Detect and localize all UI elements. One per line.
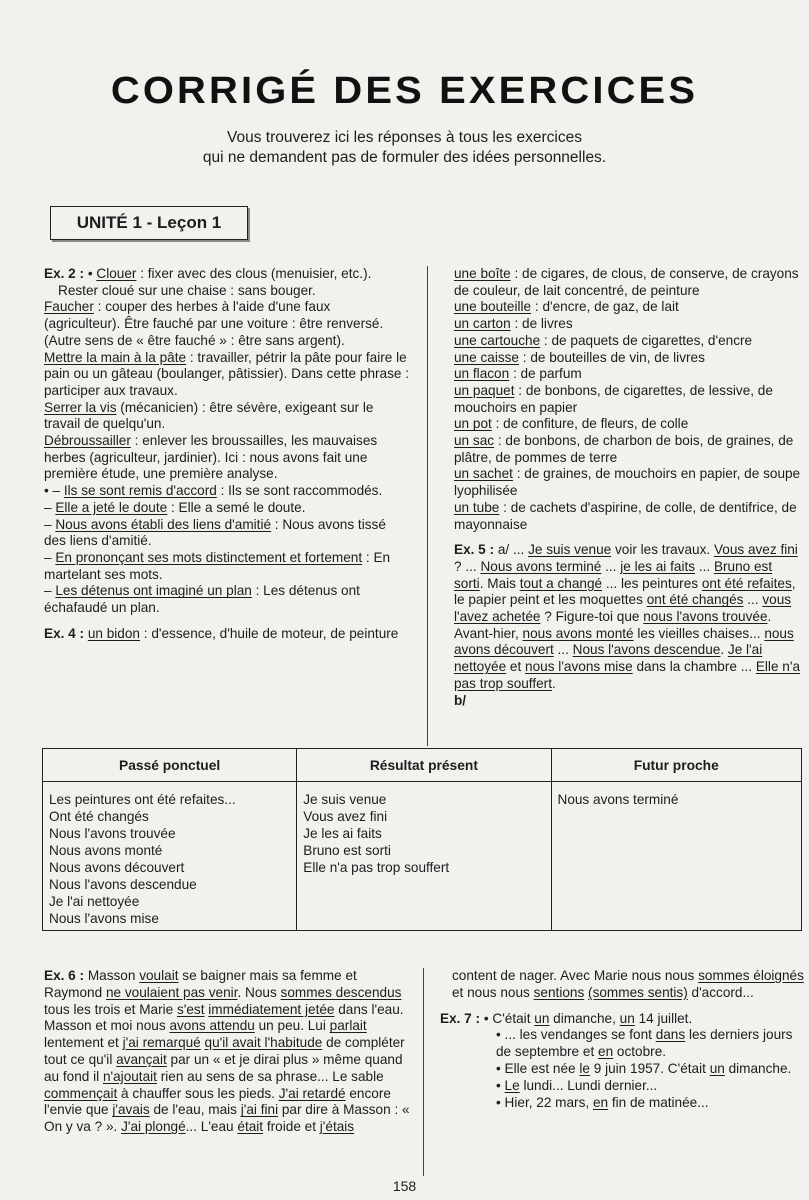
list-item bbox=[454, 366, 804, 383]
definition: : d'encre, de gaz, de lait bbox=[531, 299, 679, 315]
page-title: CORRIGÉ DES EXERCICES bbox=[110, 70, 699, 112]
definition: : Ils se sont raccommodés. bbox=[216, 483, 383, 499]
verb: J'ai retardé bbox=[278, 1085, 346, 1101]
answer-item bbox=[44, 550, 410, 583]
exercise-6 bbox=[44, 968, 410, 1136]
verb: ne voulaient pas venir bbox=[105, 984, 238, 1000]
cell-line: Je les ai faits bbox=[303, 826, 382, 841]
cell-line: Nous avons terminé bbox=[557, 792, 679, 807]
text: Elle est née bbox=[504, 1060, 580, 1076]
definition: : de paquets de cigarettes, d'encre bbox=[540, 332, 753, 348]
table-row bbox=[43, 782, 802, 931]
dash: – bbox=[44, 583, 56, 599]
term: un paquet bbox=[454, 382, 515, 398]
exercise-label: Ex. 6 : bbox=[44, 968, 85, 983]
text: ... les vendanges se font bbox=[504, 1027, 656, 1043]
term: un bidon bbox=[87, 625, 140, 641]
text: par un « et je dirai plus » même quand au fond il bbox=[44, 1051, 403, 1084]
verb: nous l'avons mise bbox=[525, 659, 633, 675]
part-label: a/ bbox=[497, 542, 510, 558]
verb: J'ai plongé bbox=[121, 1119, 186, 1135]
cell-line: Ont été changés bbox=[49, 809, 149, 824]
table-cell bbox=[297, 782, 551, 931]
left-column bbox=[44, 266, 410, 642]
definition: : enlever les broussailles, les mauvaises herbes (agriculteur, jardinier). Ici : nous avons fait une première étude, une première analyse. bbox=[44, 433, 378, 482]
text: lundi... Lundi dernier... bbox=[519, 1077, 658, 1093]
answer-item bbox=[440, 1078, 804, 1095]
list-item bbox=[454, 433, 804, 466]
verb: était bbox=[237, 1119, 264, 1135]
text: dans la chambre ... bbox=[632, 659, 756, 675]
table-header-row bbox=[43, 749, 802, 782]
text: 9 juin 1957. C'était bbox=[589, 1060, 710, 1076]
text: se baigner mais sa femme et Raymond bbox=[44, 968, 357, 1000]
answer: dans bbox=[655, 1027, 686, 1043]
cell-line: Les peintures ont été refaites... bbox=[49, 792, 236, 807]
cell-line: Nous l'avons descendue bbox=[49, 877, 197, 892]
text: rien au sens de sa phrase... Le sable bbox=[156, 1068, 384, 1084]
tense-table bbox=[42, 748, 802, 931]
text: , le papier peint et les moquettes bbox=[454, 575, 796, 608]
term: Mettre la main à la pâte bbox=[44, 349, 187, 365]
term: un tube bbox=[454, 499, 500, 515]
answer: un bbox=[619, 1010, 635, 1026]
verb: sentions bbox=[533, 984, 585, 1000]
definition: : de parfum bbox=[509, 366, 582, 382]
verb: Bruno est sorti bbox=[454, 558, 773, 591]
term: Les détenus ont imaginé un plan bbox=[55, 583, 252, 599]
list-item bbox=[454, 416, 804, 433]
definition-block bbox=[44, 433, 410, 483]
exercise-6-continued bbox=[440, 968, 804, 1002]
verb: parlait bbox=[329, 1018, 367, 1034]
bottom-left-column bbox=[44, 968, 410, 1136]
cell-line: Nous avons découvert bbox=[49, 860, 185, 875]
verb: Vous avez fini bbox=[713, 542, 798, 558]
text: encore l'envie que bbox=[44, 1085, 391, 1118]
column-divider bbox=[427, 266, 428, 746]
verb: sommes descendus bbox=[280, 984, 402, 1000]
verb: ont été refaites bbox=[701, 575, 792, 591]
bullet: • bbox=[496, 1094, 505, 1110]
term: une caisse bbox=[454, 349, 519, 365]
text: C'était bbox=[492, 1010, 535, 1026]
definition: : travailler, pétrir la pâte pour faire le pain ou un gâteau (boulanger, pâtissier). Dans cette phrase : participer aux travaux. bbox=[44, 349, 409, 398]
bullet: • bbox=[87, 266, 93, 281]
table-header: Futur proche bbox=[551, 749, 802, 782]
definition: : de livres bbox=[510, 316, 573, 332]
answer-item bbox=[440, 1027, 804, 1061]
subtitle-line: qui ne demandent pas de formuler des idées personnelles. bbox=[202, 149, 607, 166]
exercise-7 bbox=[440, 1011, 804, 1028]
subtitle-line: Vous trouverez ici les réponses à tous les exercices bbox=[227, 129, 582, 146]
verb: s'est bbox=[176, 1001, 205, 1017]
bullet: • bbox=[483, 1010, 489, 1026]
verb: voulait bbox=[139, 968, 179, 983]
answer-item bbox=[44, 583, 410, 616]
text: . bbox=[720, 642, 728, 658]
definition: : de graines, de mouchoirs en papier, de soupe lyophilisée bbox=[454, 466, 801, 499]
answer: en bbox=[598, 1044, 614, 1060]
text: et bbox=[506, 659, 526, 675]
answer: un bbox=[709, 1060, 725, 1076]
verb: immédiatement jetée bbox=[208, 1001, 335, 1017]
definition-block bbox=[44, 299, 410, 349]
cell-line: Je suis venue bbox=[303, 792, 387, 807]
text: ... bbox=[601, 558, 621, 574]
text: fin de matinée... bbox=[608, 1094, 709, 1110]
exercise-4 bbox=[44, 626, 410, 643]
dash: • – bbox=[44, 483, 64, 499]
exercise-label: Ex. 7 : bbox=[440, 1010, 481, 1026]
definition: : Les détenus ont échafaudé un plan. bbox=[44, 583, 360, 616]
term: Elle a jeté le doute bbox=[55, 499, 168, 515]
verb: commençait bbox=[44, 1085, 118, 1101]
text: les vieilles chaises... bbox=[633, 625, 765, 641]
answer: Le bbox=[504, 1077, 520, 1093]
text: ... bbox=[695, 558, 714, 574]
table-cell bbox=[43, 782, 297, 931]
text: Masson bbox=[84, 968, 140, 983]
verb: Nous avons terminé bbox=[480, 558, 602, 574]
verb: Je suis venue bbox=[528, 542, 612, 558]
verb: j'ai remarqué bbox=[122, 1035, 201, 1051]
list-item bbox=[454, 500, 804, 533]
unit-heading: UNITÉ 1 - Leçon 1 bbox=[50, 206, 248, 240]
verb: avons attendu bbox=[169, 1018, 255, 1034]
dash: – bbox=[44, 499, 56, 515]
dash: – bbox=[44, 549, 56, 565]
definition-block bbox=[44, 350, 410, 400]
definition: : de cigares, de clous, de conserve, de crayons de couleur, de lait concentré, de peinture bbox=[454, 266, 799, 298]
text: octobre. bbox=[613, 1044, 667, 1060]
cell-line: Nous l'avons trouvée bbox=[49, 826, 176, 841]
text: ... bbox=[553, 642, 573, 658]
column-divider bbox=[423, 968, 424, 1176]
term: un flacon bbox=[454, 366, 510, 382]
text: lentement et bbox=[44, 1035, 123, 1051]
text: un peu. Lui bbox=[254, 1018, 330, 1034]
exercise-label: Ex. 4 : bbox=[44, 625, 85, 641]
list-item bbox=[454, 350, 804, 367]
list-item bbox=[454, 299, 804, 316]
text: de compléter tout ce qu'il bbox=[44, 1035, 405, 1067]
cell-line: Nous avons monté bbox=[49, 843, 163, 858]
verb: (sommes sentis) bbox=[588, 984, 688, 1000]
definition: : Elle a semé le doute. bbox=[167, 499, 306, 515]
definition: : de cachets d'aspirine, de colle, de dentifrice, de mayonnaise bbox=[454, 499, 797, 532]
definition: : fixer avec des clous (menuisier, etc.). Rester cloué sur une chaise : sans bouger. bbox=[58, 266, 372, 298]
verb: nous avons monté bbox=[522, 625, 634, 641]
definition: : de bonbons, de charbon de bois, de graines, de plâtre, de pommes de terre bbox=[454, 433, 794, 465]
cell-line: Nous l'avons mise bbox=[49, 911, 159, 926]
definition: : de confiture, de fleurs, de colle bbox=[491, 416, 689, 432]
text: . Mais bbox=[479, 575, 520, 591]
cell-line: Bruno est sorti bbox=[303, 843, 391, 858]
verb: nous avons découvert bbox=[454, 625, 794, 658]
term: Clouer bbox=[96, 266, 137, 281]
verb: j'ai fini bbox=[240, 1102, 279, 1118]
answer-item bbox=[440, 1061, 804, 1078]
verb: je les ai faits bbox=[620, 558, 696, 574]
bullet: • bbox=[496, 1077, 505, 1093]
text: ... bbox=[743, 592, 763, 608]
text: ... L'eau bbox=[185, 1119, 238, 1135]
term: un sachet bbox=[454, 466, 513, 482]
term: En prononçant ses mots distinctement et fortement bbox=[55, 549, 363, 565]
term: Débroussailler bbox=[44, 433, 131, 449]
answer: le bbox=[579, 1060, 590, 1076]
verb: avançait bbox=[116, 1051, 167, 1067]
part-label: b/ bbox=[454, 692, 467, 708]
term: une cartouche bbox=[454, 332, 541, 348]
text: ... bbox=[509, 542, 529, 558]
list-item bbox=[454, 333, 804, 350]
bullet: • bbox=[496, 1060, 505, 1076]
text: de l'eau, mais bbox=[149, 1102, 241, 1118]
cell-line: Je l'ai nettoyée bbox=[49, 894, 140, 909]
answer-item bbox=[44, 483, 410, 500]
term: un carton bbox=[454, 316, 511, 332]
term: un sac bbox=[454, 433, 495, 449]
term: un pot bbox=[454, 416, 492, 432]
text: . Nous bbox=[237, 984, 281, 1000]
exercise-2 bbox=[44, 266, 410, 299]
text: à chauffer sous les pieds. bbox=[117, 1085, 279, 1101]
text: les derniers jours de septembre et bbox=[496, 1027, 793, 1060]
table-cell bbox=[551, 782, 802, 931]
verb: n'ajoutait bbox=[102, 1068, 157, 1084]
verb: qu'il avait l'habitude bbox=[204, 1035, 323, 1051]
cell-line: Vous avez fini bbox=[303, 809, 388, 824]
definition: : couper des herbes à l'aide d'une faux (agriculteur). Être fauché par une voiture : être renversé. (Autre sens de « être fauché » : être sans argent). bbox=[44, 299, 384, 348]
dash: – bbox=[44, 516, 56, 532]
page-number: 158 bbox=[392, 1178, 417, 1194]
verb: Je l'ai nettoyée bbox=[454, 642, 763, 675]
answer-item bbox=[440, 1095, 804, 1112]
term: Ils se sont remis d'accord bbox=[63, 483, 217, 499]
definition: : d'essence, d'huile de moteur, de peinture bbox=[140, 625, 399, 641]
table-header: Passé ponctuel bbox=[43, 749, 297, 782]
right-column bbox=[454, 266, 804, 709]
list-item bbox=[454, 316, 804, 333]
text: par dire à Masson : « On y va ? ». bbox=[44, 1102, 410, 1135]
text: ? Figure-toi que bbox=[540, 609, 644, 625]
term: une bouteille bbox=[454, 299, 532, 315]
definition: (mécanicien) : être sévère, exigeant sur le travail de quelqu'un. bbox=[44, 399, 374, 432]
verb: Elle n'a pas trop souffert bbox=[454, 659, 801, 691]
exercise-label: Ex. 5 : bbox=[454, 542, 495, 558]
table-header: Résultat présent bbox=[297, 749, 551, 782]
text: dimanche, bbox=[549, 1010, 620, 1026]
verb: Nous l'avons descendue bbox=[572, 642, 721, 658]
answer: un bbox=[534, 1010, 550, 1026]
term: Faucher bbox=[44, 299, 94, 315]
text: 14 juillet. bbox=[634, 1010, 693, 1026]
text: . bbox=[551, 675, 556, 691]
text: content de nager. Avec Marie nous nous bbox=[452, 968, 699, 983]
verb: tout a changé bbox=[519, 575, 603, 591]
definition: : de bouteilles de vin, de livres bbox=[519, 349, 705, 365]
verb: nous l'avons trouvée bbox=[643, 609, 768, 625]
page-subtitle bbox=[0, 128, 809, 168]
text: Hier, 22 mars, bbox=[504, 1094, 593, 1110]
term: une boîte bbox=[454, 266, 511, 281]
cell-line: Elle n'a pas trop souffert bbox=[303, 860, 450, 875]
definition: : Nous avons tissé des liens d'amitié. bbox=[44, 516, 386, 549]
text: tous les trois et Marie bbox=[44, 1001, 177, 1017]
definition: : En martelant ses mots. bbox=[44, 549, 391, 582]
answer: en bbox=[592, 1094, 609, 1110]
answer-item bbox=[44, 517, 410, 550]
verb: ont été changés bbox=[646, 592, 744, 608]
text: dimanche. bbox=[724, 1060, 792, 1076]
text: . Avant-hier, bbox=[454, 609, 772, 641]
definition: : de bonbons, de cigarettes, de lessive, de mouchoirs en papier bbox=[454, 382, 773, 415]
bottom-right-column bbox=[440, 968, 804, 1111]
list-item bbox=[454, 383, 804, 416]
verb: sommes éloignés bbox=[698, 968, 804, 983]
text: d'accord... bbox=[687, 984, 754, 1000]
text: froide et bbox=[263, 1119, 320, 1135]
text: ? ... bbox=[454, 558, 481, 574]
exercise-label: Ex. 2 : bbox=[44, 266, 85, 281]
text: voir les travaux. bbox=[611, 542, 714, 558]
bullet: • bbox=[496, 1027, 505, 1043]
list-item bbox=[454, 466, 804, 499]
text: dans l'eau. Masson et moi nous bbox=[44, 1001, 404, 1034]
term: Nous avons établi des liens d'amitié bbox=[55, 516, 272, 532]
term: Serrer la vis bbox=[44, 399, 117, 415]
verb: j'étais bbox=[319, 1119, 355, 1135]
text: ... les peintures bbox=[602, 575, 702, 591]
text: et nous nous bbox=[452, 984, 534, 1000]
verb: j'avais bbox=[112, 1102, 150, 1118]
list-item bbox=[454, 266, 804, 299]
exercise-5 bbox=[454, 542, 804, 692]
verb: vous l'avez achetée bbox=[454, 592, 792, 625]
answer-item bbox=[44, 500, 410, 517]
definition-block bbox=[44, 400, 410, 433]
